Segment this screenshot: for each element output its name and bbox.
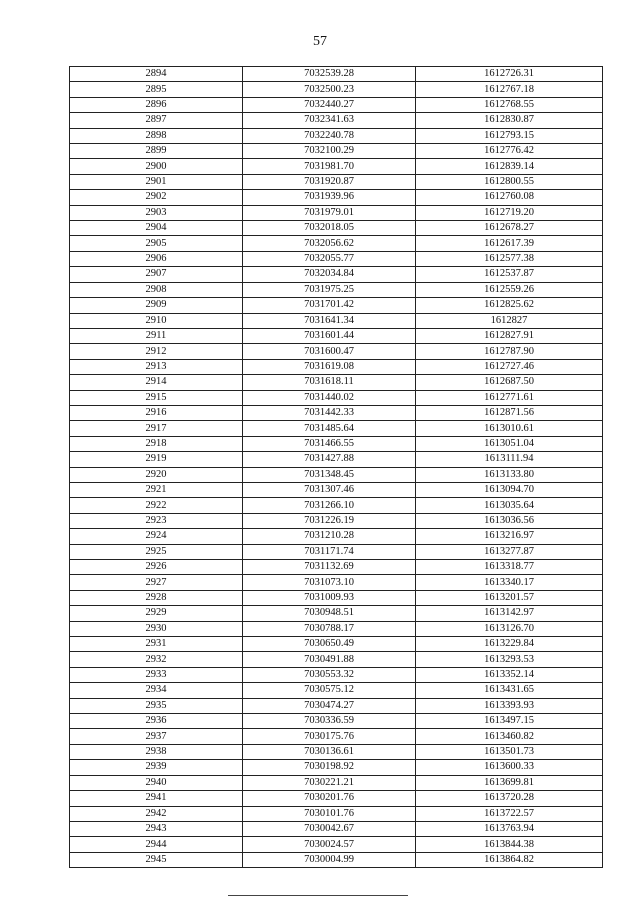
y-coordinate-cell: 1613352.14	[416, 667, 603, 682]
point-number-cell: 2942	[70, 806, 243, 821]
y-coordinate-cell: 1613201.57	[416, 590, 603, 605]
x-coordinate-cell: 7031226.19	[243, 513, 416, 528]
y-coordinate-cell: 1613051.04	[416, 436, 603, 451]
x-coordinate-cell: 7031348.45	[243, 467, 416, 482]
point-number-cell: 2907	[70, 267, 243, 282]
point-number-cell: 2901	[70, 174, 243, 189]
table-row	[70, 760, 603, 775]
y-coordinate-cell: 1613035.64	[416, 498, 603, 513]
point-number-cell: 2938	[70, 744, 243, 759]
y-coordinate-cell: 1613600.33	[416, 760, 603, 775]
x-coordinate-cell: 7030175.76	[243, 729, 416, 744]
table-row	[70, 436, 603, 451]
x-coordinate-cell: 7031466.55	[243, 436, 416, 451]
x-coordinate-cell: 7030474.27	[243, 698, 416, 713]
y-coordinate-cell: 1613699.81	[416, 775, 603, 790]
point-number-cell: 2896	[70, 97, 243, 112]
table-row	[70, 128, 603, 143]
table-row	[70, 821, 603, 836]
point-number-cell: 2898	[70, 128, 243, 143]
point-number-cell: 2919	[70, 452, 243, 467]
table-row	[70, 359, 603, 374]
x-coordinate-cell: 7031920.87	[243, 174, 416, 189]
y-coordinate-cell: 1613501.73	[416, 744, 603, 759]
x-coordinate-cell: 7031618.11	[243, 375, 416, 390]
y-coordinate-cell: 1612719.20	[416, 205, 603, 220]
y-coordinate-cell: 1612871.56	[416, 405, 603, 420]
y-coordinate-cell: 1613844.38	[416, 837, 603, 852]
y-coordinate-cell: 1613340.17	[416, 575, 603, 590]
x-coordinate-cell: 7030491.88	[243, 652, 416, 667]
table-row	[70, 667, 603, 682]
y-coordinate-cell: 1612760.08	[416, 190, 603, 205]
x-coordinate-cell: 7030336.59	[243, 714, 416, 729]
table-row	[70, 467, 603, 482]
table-row	[70, 159, 603, 174]
y-coordinate-cell: 1612776.42	[416, 144, 603, 159]
table-row	[70, 421, 603, 436]
x-coordinate-cell: 7030201.76	[243, 791, 416, 806]
point-number-cell: 2899	[70, 144, 243, 159]
point-number-cell: 2945	[70, 852, 243, 867]
x-coordinate-cell: 7031701.42	[243, 298, 416, 313]
y-coordinate-cell: 1613010.61	[416, 421, 603, 436]
x-coordinate-cell: 7031210.28	[243, 529, 416, 544]
y-coordinate-cell: 1613393.93	[416, 698, 603, 713]
y-coordinate-cell: 1612727.46	[416, 359, 603, 374]
point-number-cell: 2924	[70, 529, 243, 544]
point-number-cell: 2916	[70, 405, 243, 420]
table-row	[70, 174, 603, 189]
point-number-cell: 2923	[70, 513, 243, 528]
y-coordinate-cell: 1612787.90	[416, 344, 603, 359]
y-coordinate-cell: 1612767.18	[416, 82, 603, 97]
y-coordinate-cell: 1613722.57	[416, 806, 603, 821]
table-row	[70, 683, 603, 698]
table-row	[70, 67, 603, 82]
y-coordinate-cell: 1613864.82	[416, 852, 603, 867]
x-coordinate-cell: 7030650.49	[243, 637, 416, 652]
table-row	[70, 205, 603, 220]
x-coordinate-cell: 7032056.62	[243, 236, 416, 251]
table-row	[70, 529, 603, 544]
point-number-cell: 2905	[70, 236, 243, 251]
table-row	[70, 328, 603, 343]
table-row	[70, 606, 603, 621]
x-coordinate-cell: 7030948.51	[243, 606, 416, 621]
table-row	[70, 852, 603, 867]
point-number-cell: 2915	[70, 390, 243, 405]
point-number-cell: 2926	[70, 560, 243, 575]
point-number-cell: 2895	[70, 82, 243, 97]
point-number-cell: 2894	[70, 67, 243, 82]
table-row	[70, 482, 603, 497]
x-coordinate-cell: 7031641.34	[243, 313, 416, 328]
y-coordinate-cell: 1613229.84	[416, 637, 603, 652]
x-coordinate-cell: 7032240.78	[243, 128, 416, 143]
point-number-cell: 2941	[70, 791, 243, 806]
coordinates-table	[69, 66, 603, 868]
y-coordinate-cell: 1613277.87	[416, 544, 603, 559]
x-coordinate-cell: 7031440.02	[243, 390, 416, 405]
x-coordinate-cell: 7031619.08	[243, 359, 416, 374]
y-coordinate-cell: 1613497.15	[416, 714, 603, 729]
table-row	[70, 791, 603, 806]
x-coordinate-cell: 7031979.01	[243, 205, 416, 220]
table-row	[70, 375, 603, 390]
point-number-cell: 2933	[70, 667, 243, 682]
table-row	[70, 729, 603, 744]
table-row	[70, 544, 603, 559]
x-coordinate-cell: 7032100.29	[243, 144, 416, 159]
y-coordinate-cell: 1612827	[416, 313, 603, 328]
y-coordinate-cell: 1612793.15	[416, 128, 603, 143]
point-number-cell: 2914	[70, 375, 243, 390]
x-coordinate-cell: 7030788.17	[243, 621, 416, 636]
x-coordinate-cell: 7032034.84	[243, 267, 416, 282]
table-body	[70, 67, 603, 868]
y-coordinate-cell: 1613460.82	[416, 729, 603, 744]
x-coordinate-cell: 7031132.69	[243, 560, 416, 575]
point-number-cell: 2921	[70, 482, 243, 497]
table-row	[70, 113, 603, 128]
table-row	[70, 775, 603, 790]
table-row	[70, 698, 603, 713]
x-coordinate-cell: 7030101.76	[243, 806, 416, 821]
y-coordinate-cell: 1612771.61	[416, 390, 603, 405]
table-row	[70, 236, 603, 251]
y-coordinate-cell: 1612830.87	[416, 113, 603, 128]
y-coordinate-cell: 1612800.55	[416, 174, 603, 189]
point-number-cell: 2906	[70, 251, 243, 266]
x-coordinate-cell: 7032440.27	[243, 97, 416, 112]
y-coordinate-cell: 1612825.62	[416, 298, 603, 313]
y-coordinate-cell: 1612559.26	[416, 282, 603, 297]
point-number-cell: 2918	[70, 436, 243, 451]
y-coordinate-cell: 1613133.80	[416, 467, 603, 482]
x-coordinate-cell: 7031427.88	[243, 452, 416, 467]
table-row	[70, 313, 603, 328]
x-coordinate-cell: 7031600.47	[243, 344, 416, 359]
x-coordinate-cell: 7030024.57	[243, 837, 416, 852]
point-number-cell: 2929	[70, 606, 243, 621]
x-coordinate-cell: 7030221.21	[243, 775, 416, 790]
y-coordinate-cell: 1612577.38	[416, 251, 603, 266]
table-row	[70, 560, 603, 575]
table-row	[70, 621, 603, 636]
table-row	[70, 744, 603, 759]
point-number-cell: 2910	[70, 313, 243, 328]
point-number-cell: 2935	[70, 698, 243, 713]
table-row	[70, 714, 603, 729]
point-number-cell: 2925	[70, 544, 243, 559]
point-number-cell: 2909	[70, 298, 243, 313]
table-row	[70, 652, 603, 667]
x-coordinate-cell: 7032055.77	[243, 251, 416, 266]
point-number-cell: 2897	[70, 113, 243, 128]
x-coordinate-cell: 7031939.96	[243, 190, 416, 205]
point-number-cell: 2939	[70, 760, 243, 775]
x-coordinate-cell: 7031485.64	[243, 421, 416, 436]
table-row	[70, 82, 603, 97]
point-number-cell: 2934	[70, 683, 243, 698]
x-coordinate-cell: 7032500.23	[243, 82, 416, 97]
x-coordinate-cell: 7031442.33	[243, 405, 416, 420]
x-coordinate-cell: 7030042.67	[243, 821, 416, 836]
point-number-cell: 2943	[70, 821, 243, 836]
x-coordinate-cell: 7030004.99	[243, 852, 416, 867]
y-coordinate-cell: 1612839.14	[416, 159, 603, 174]
y-coordinate-cell: 1613142.97	[416, 606, 603, 621]
point-number-cell: 2931	[70, 637, 243, 652]
table-row	[70, 590, 603, 605]
point-number-cell: 2928	[70, 590, 243, 605]
table-row	[70, 575, 603, 590]
y-coordinate-cell: 1613763.94	[416, 821, 603, 836]
table-row	[70, 452, 603, 467]
table-row	[70, 405, 603, 420]
point-number-cell: 2940	[70, 775, 243, 790]
y-coordinate-cell: 1613318.77	[416, 560, 603, 575]
y-coordinate-cell: 1612687.50	[416, 375, 603, 390]
point-number-cell: 2936	[70, 714, 243, 729]
point-number-cell: 2922	[70, 498, 243, 513]
y-coordinate-cell: 1613216.97	[416, 529, 603, 544]
x-coordinate-cell: 7031601.44	[243, 328, 416, 343]
x-coordinate-cell: 7032539.28	[243, 67, 416, 82]
table-row	[70, 97, 603, 112]
point-number-cell: 2913	[70, 359, 243, 374]
table-row	[70, 344, 603, 359]
y-coordinate-cell: 1613431.65	[416, 683, 603, 698]
y-coordinate-cell: 1612617.39	[416, 236, 603, 251]
point-number-cell: 2911	[70, 328, 243, 343]
y-coordinate-cell: 1612678.27	[416, 221, 603, 236]
point-number-cell: 2903	[70, 205, 243, 220]
y-coordinate-cell: 1613720.28	[416, 791, 603, 806]
table-row	[70, 513, 603, 528]
x-coordinate-cell: 7032018.05	[243, 221, 416, 236]
page-number: 57	[313, 34, 327, 49]
table-row	[70, 837, 603, 852]
x-coordinate-cell: 7031073.10	[243, 575, 416, 590]
x-coordinate-cell: 7031266.10	[243, 498, 416, 513]
point-number-cell: 2908	[70, 282, 243, 297]
table-row	[70, 267, 603, 282]
x-coordinate-cell: 7030136.61	[243, 744, 416, 759]
point-number-cell: 2902	[70, 190, 243, 205]
point-number-cell: 2944	[70, 837, 243, 852]
x-coordinate-cell: 7031171.74	[243, 544, 416, 559]
point-number-cell: 2937	[70, 729, 243, 744]
table-row	[70, 806, 603, 821]
point-number-cell: 2917	[70, 421, 243, 436]
table-row	[70, 144, 603, 159]
y-coordinate-cell: 1613126.70	[416, 621, 603, 636]
y-coordinate-cell: 1613293.53	[416, 652, 603, 667]
table-row	[70, 637, 603, 652]
point-number-cell: 2927	[70, 575, 243, 590]
y-coordinate-cell: 1612768.55	[416, 97, 603, 112]
y-coordinate-cell: 1612726.31	[416, 67, 603, 82]
table-row	[70, 251, 603, 266]
point-number-cell: 2930	[70, 621, 243, 636]
y-coordinate-cell: 1612827.91	[416, 328, 603, 343]
x-coordinate-cell: 7031009.93	[243, 590, 416, 605]
x-coordinate-cell: 7030575.12	[243, 683, 416, 698]
x-coordinate-cell: 7030553.32	[243, 667, 416, 682]
x-coordinate-cell: 7030198.92	[243, 760, 416, 775]
table-row	[70, 282, 603, 297]
table-row	[70, 190, 603, 205]
y-coordinate-cell: 1613036.56	[416, 513, 603, 528]
y-coordinate-cell: 1613111.94	[416, 452, 603, 467]
x-coordinate-cell: 7031975.25	[243, 282, 416, 297]
footer-rule	[228, 895, 408, 896]
point-number-cell: 2920	[70, 467, 243, 482]
x-coordinate-cell: 7031307.46	[243, 482, 416, 497]
point-number-cell: 2932	[70, 652, 243, 667]
point-number-cell: 2912	[70, 344, 243, 359]
y-coordinate-cell: 1612537.87	[416, 267, 603, 282]
point-number-cell: 2904	[70, 221, 243, 236]
table-row	[70, 390, 603, 405]
x-coordinate-cell: 7031981.70	[243, 159, 416, 174]
table-row	[70, 221, 603, 236]
table-row	[70, 298, 603, 313]
point-number-cell: 2900	[70, 159, 243, 174]
table-row	[70, 498, 603, 513]
x-coordinate-cell: 7032341.63	[243, 113, 416, 128]
y-coordinate-cell: 1613094.70	[416, 482, 603, 497]
